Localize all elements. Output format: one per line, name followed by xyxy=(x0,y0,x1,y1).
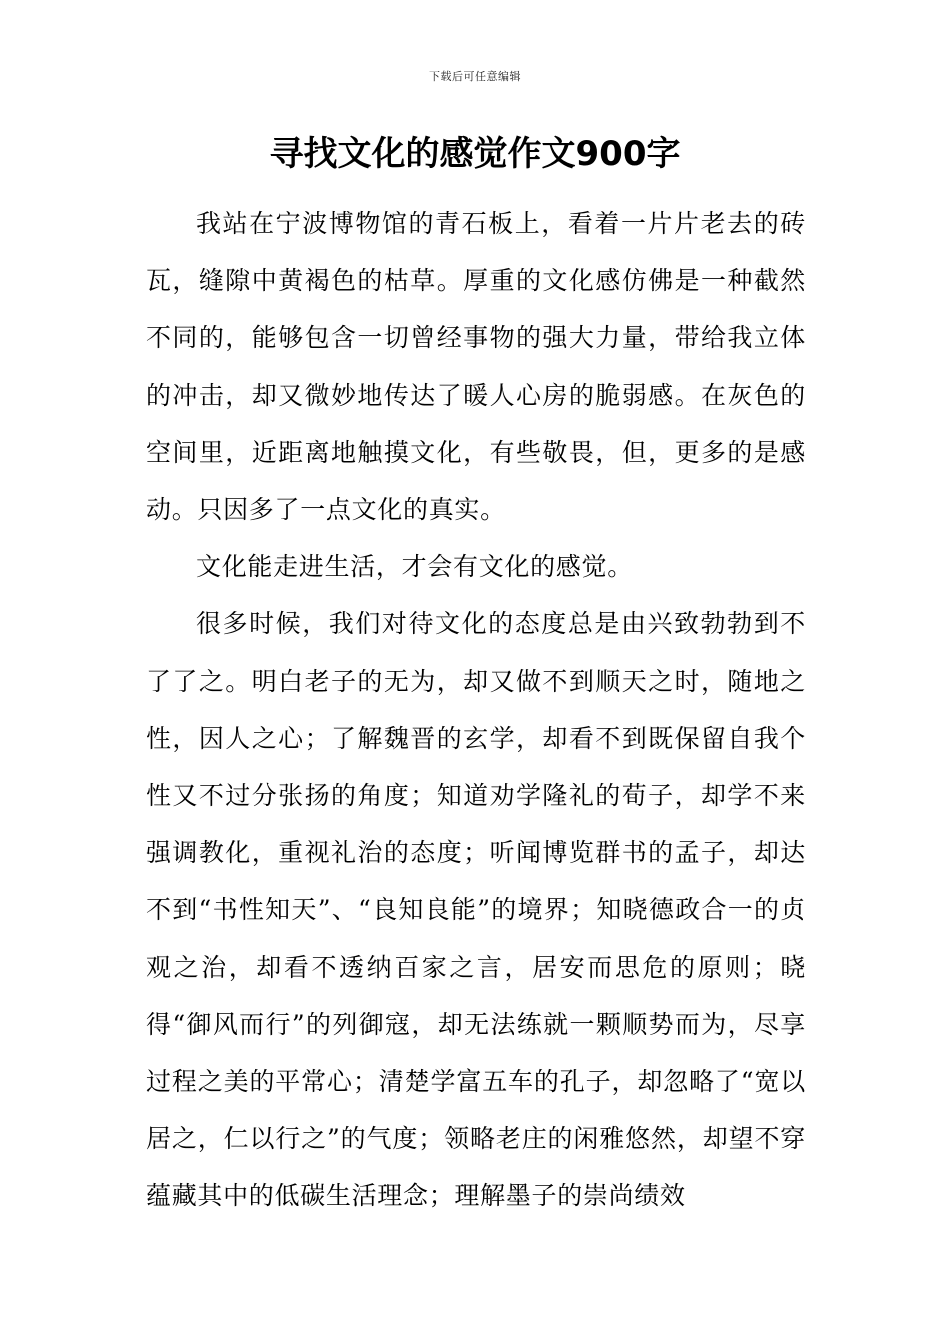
document-title: 寻找文化的感觉作文900字 xyxy=(269,134,681,174)
header-note: 下载后可任意编辑 xyxy=(429,70,521,83)
paragraph-1: 我站在宁波博物馆的青石板上，看着一片片老去的砖瓦，缝隙中黄褐色的枯草。厚重的文化感仿佛是一种截然不同的，能够包含一切曾经事物的强大力量，带给我立体的冲击，却又微妙地传达了暖人心房的脆弱感。在灰色的空间里，近距离地触摸文化，有些敬畏，但，更多的是感动。只因多了一点文化的真实。 xyxy=(146,209,806,525)
paragraph-2: 文化能走进生活，才会有文化的感觉。 xyxy=(196,552,633,582)
document-body xyxy=(146,195,806,1225)
paragraph-3: 很多时候，我们对待文化的态度总是由兴致勃勃到不了了之。明白老子的无为，却又做不到顺天之时，随地之性，因人之心；了解魏晋的玄学，却看不到既保留自我个性又不过分张扬的角度；知道劝学隆礼的荀子，却学不来强调教化，重视礼治的态度；听闻博览群书的孟子，却达不到“书性知天”、“良知良能”的境界；知晓德政合一的贞观之治，却看不透纳百家之言，居安而思危的原则；晓得“御风而行”的列御寇，却无法练就一颗顺势而为，尽享过程之美的平常心；清楚学富五车的孔子，却忽略了“宽以居之，仁以行之”的气度；领略老庄的闲雅悠然，却望不穿蕴藏其中的低碳生活理念；理解墨子的崇尚绩效 xyxy=(146,609,806,1211)
